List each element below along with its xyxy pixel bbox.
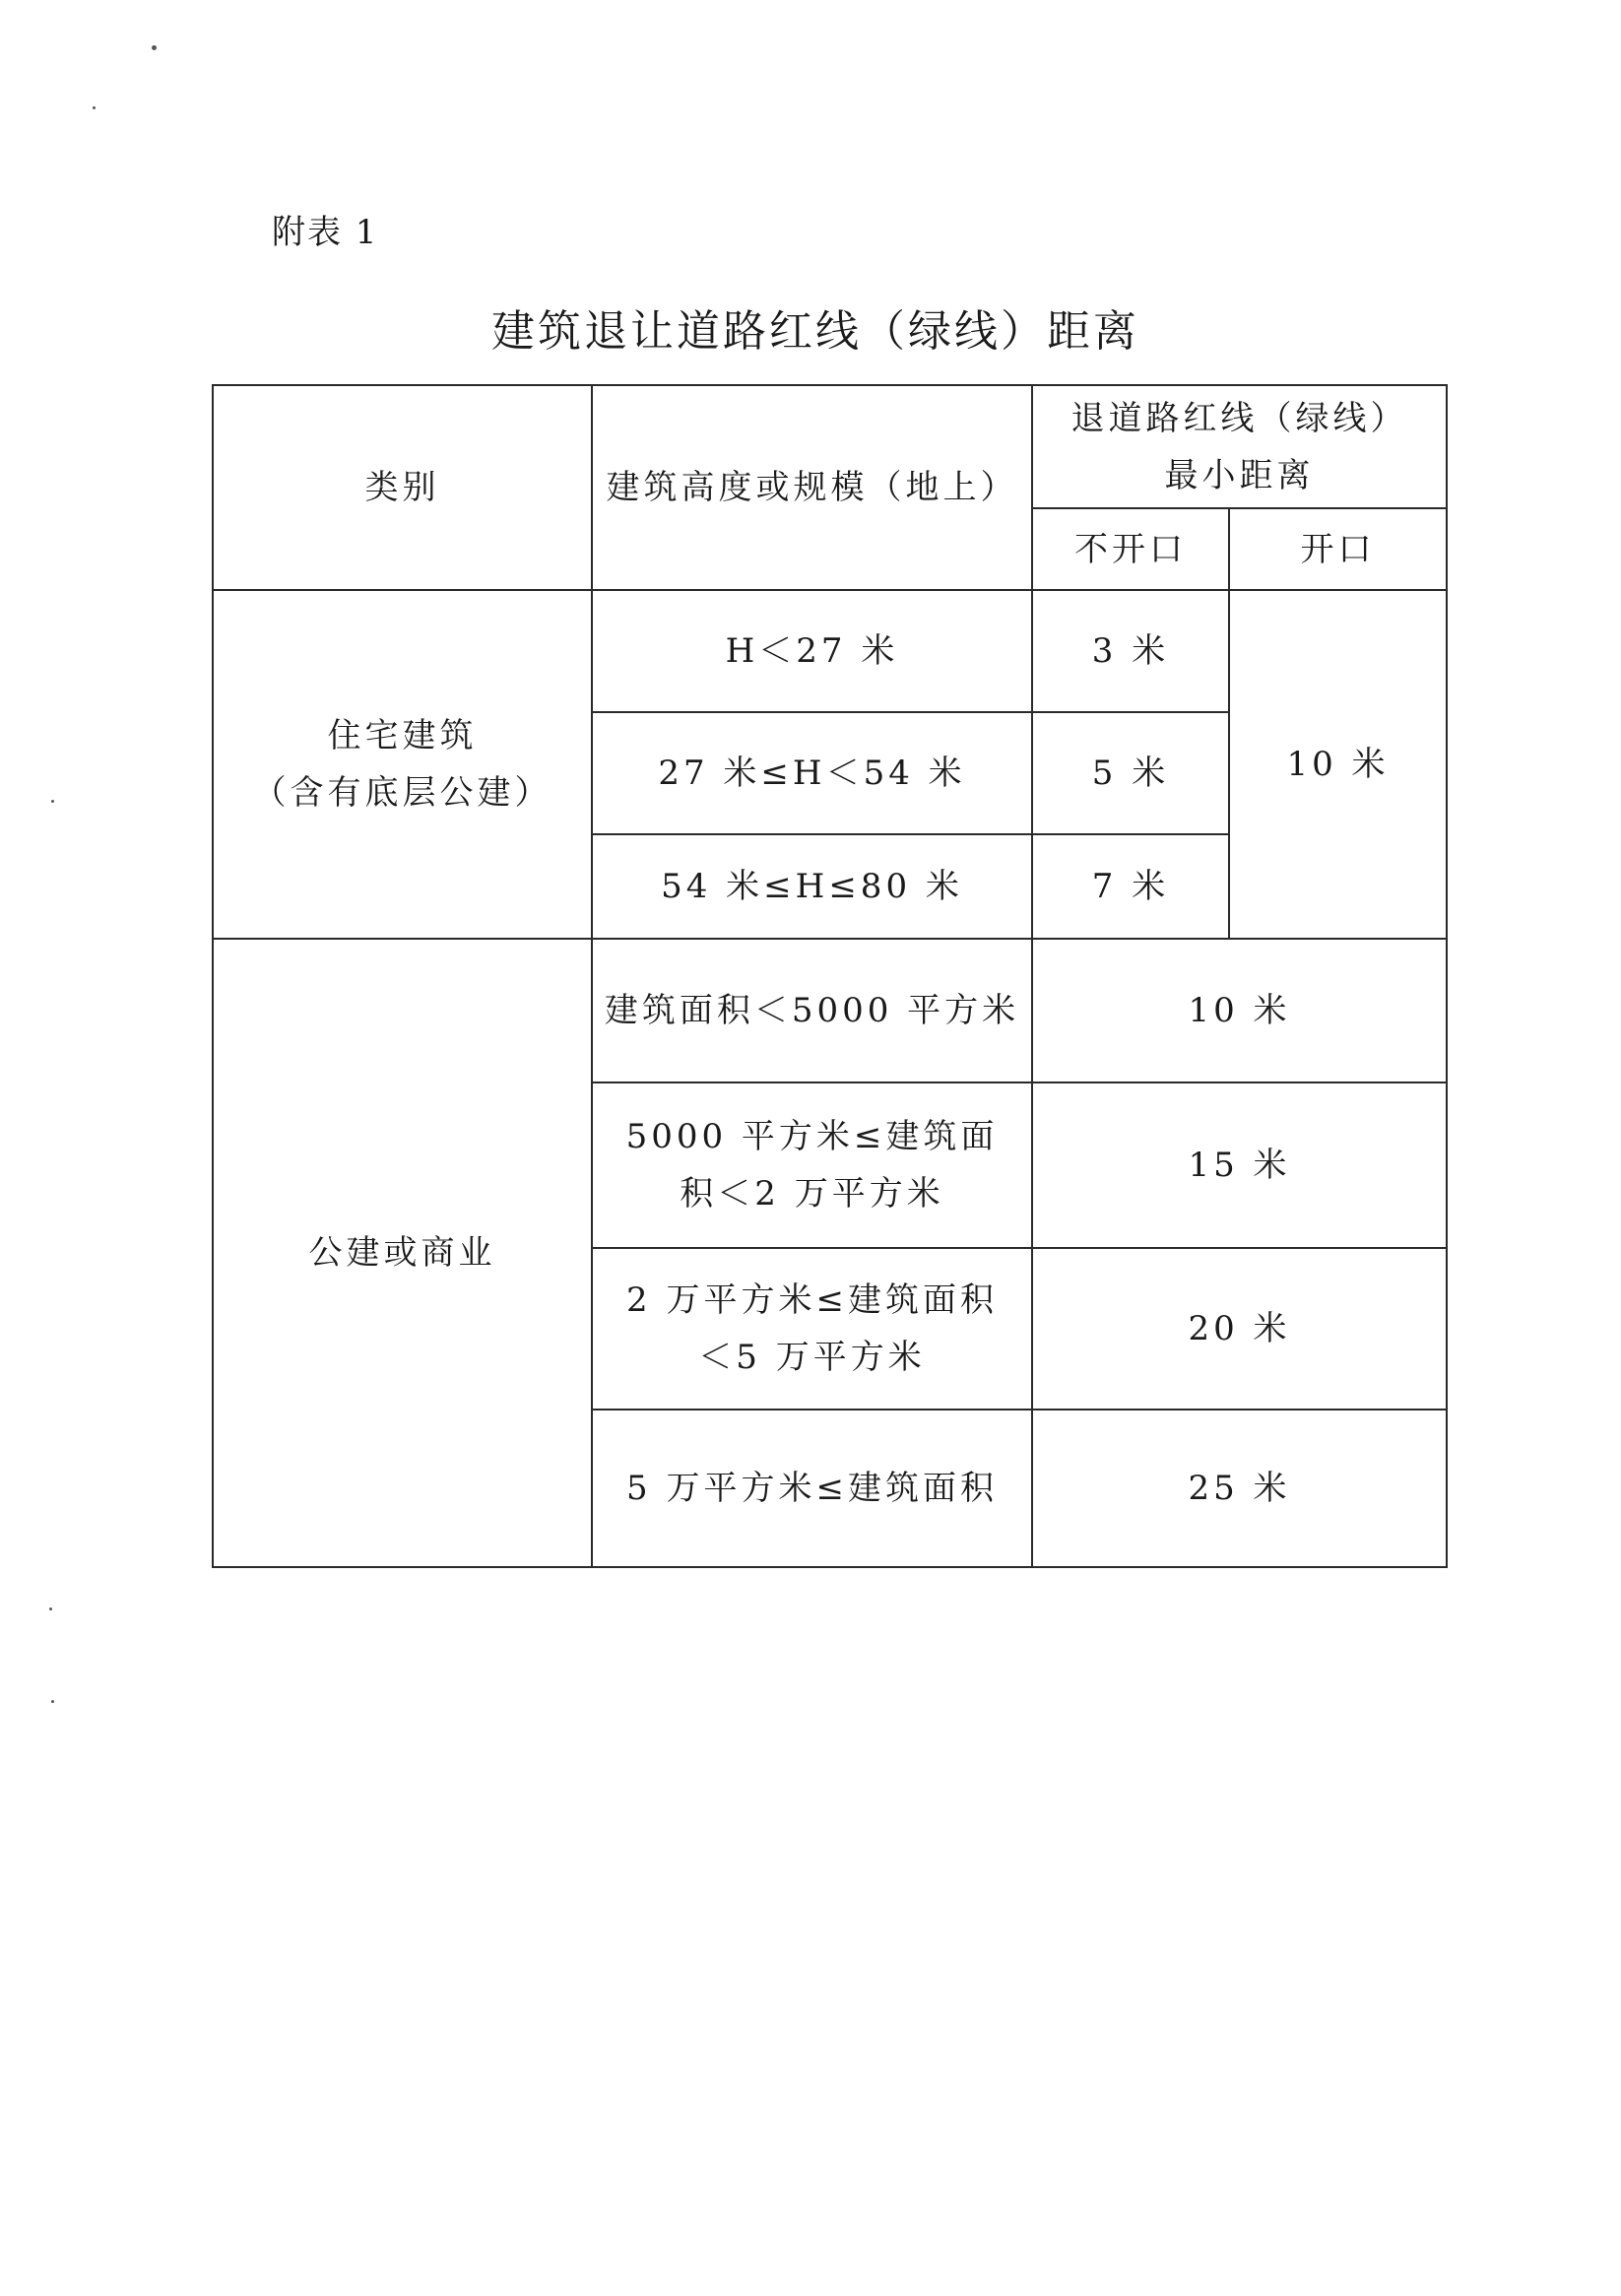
scale-cell: H＜27 米 bbox=[592, 590, 1032, 712]
scale-cell: 5 万平方米≤建筑面积 bbox=[592, 1410, 1032, 1567]
scan-speck bbox=[51, 800, 54, 803]
appendix-label: 附表 1 bbox=[272, 213, 379, 252]
scan-speck bbox=[152, 45, 157, 50]
scale-cell: 54 米≤H≤80 米 bbox=[592, 834, 1032, 939]
table-row bbox=[213, 939, 1447, 1082]
scan-speck bbox=[93, 106, 96, 109]
header-opening: 开口 bbox=[1229, 508, 1447, 590]
scale-cell: 2 万平方米≤建筑面积＜5 万平方米 bbox=[592, 1248, 1032, 1410]
table-row bbox=[213, 590, 1447, 712]
scale-cell: 27 米≤H＜54 米 bbox=[592, 712, 1032, 834]
no-opening-cell: 7 米 bbox=[1032, 834, 1229, 939]
distance-cell: 15 米 bbox=[1032, 1082, 1447, 1248]
header-no-opening: 不开口 bbox=[1032, 508, 1229, 590]
no-opening-cell: 3 米 bbox=[1032, 590, 1229, 712]
header-distance: 退道路红线（绿线）最小距离 bbox=[1032, 385, 1447, 508]
distance-cell: 25 米 bbox=[1032, 1410, 1447, 1567]
category-residential-line1: 住宅建筑 bbox=[327, 716, 478, 755]
scale-cell: 建筑面积＜5000 平方米 bbox=[592, 939, 1032, 1082]
setback-distance-table bbox=[212, 384, 1448, 1568]
category-public: 公建或商业 bbox=[213, 939, 592, 1567]
scale-cell: 5000 平方米≤建筑面积＜2 万平方米 bbox=[592, 1082, 1032, 1248]
no-opening-cell: 5 米 bbox=[1032, 712, 1229, 834]
category-residential bbox=[213, 590, 592, 939]
distance-cell: 20 米 bbox=[1032, 1248, 1447, 1410]
opening-cell: 10 米 bbox=[1229, 590, 1447, 939]
header-scale: 建筑高度或规模（地上） bbox=[592, 385, 1032, 590]
header-row bbox=[213, 385, 1447, 508]
scan-speck bbox=[51, 1700, 54, 1703]
document-title: 建筑退让道路红线（绿线）距离 bbox=[491, 306, 1139, 357]
scan-speck bbox=[49, 1607, 52, 1610]
header-category: 类别 bbox=[213, 385, 592, 590]
distance-cell: 10 米 bbox=[1032, 939, 1447, 1082]
category-residential-line2: （含有底层公建） bbox=[252, 773, 552, 813]
